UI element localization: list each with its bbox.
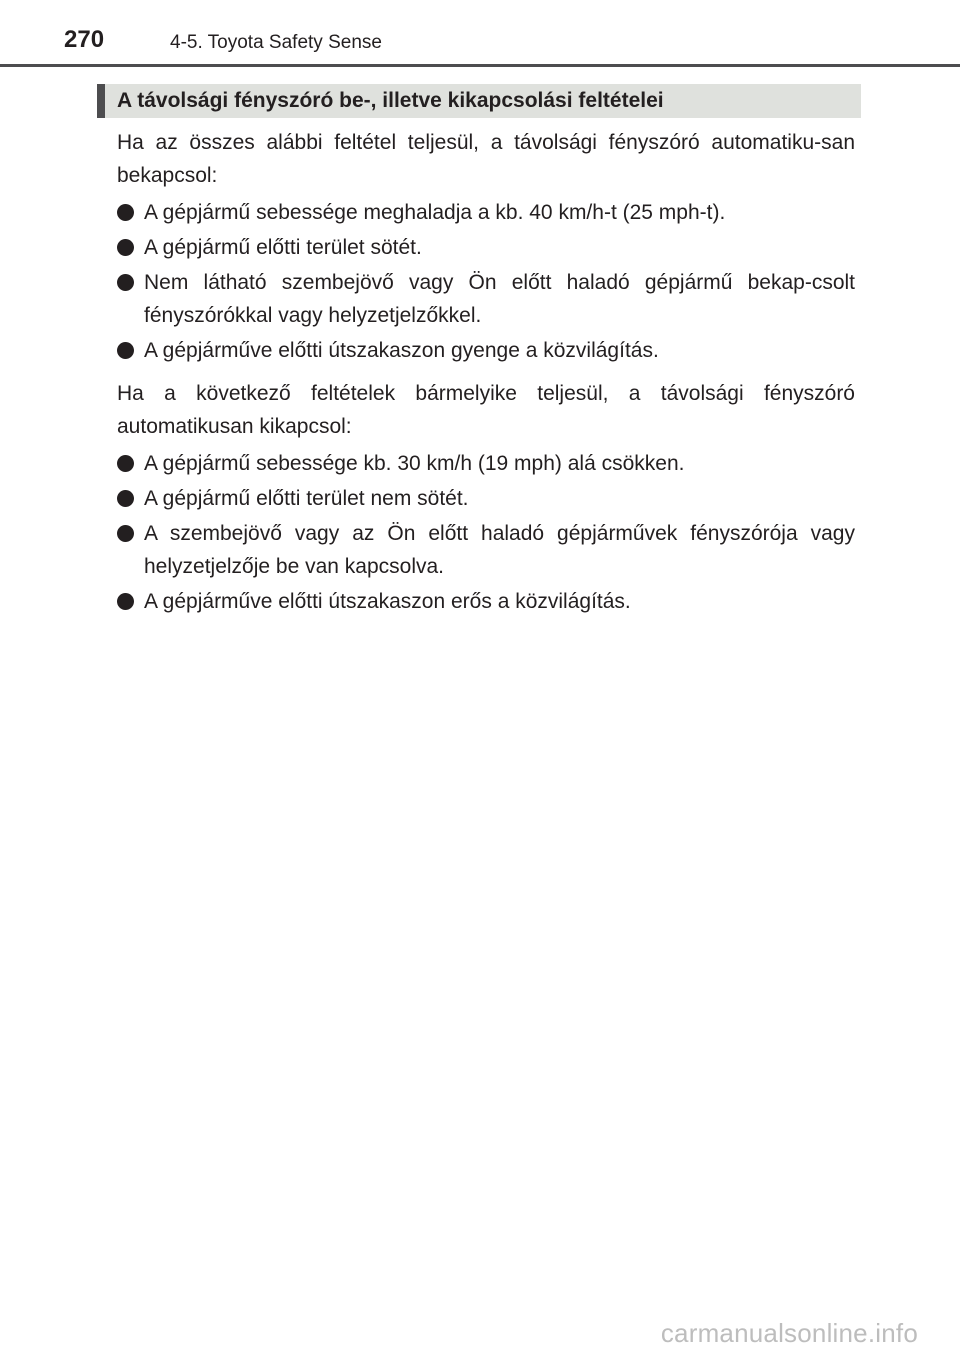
list-item: [117, 231, 855, 264]
header-divider: [0, 64, 960, 67]
list-item-text: Nem látható szembejövő vagy Ön előtt haladó gépjármű bekap-csolt fényszórókkal vagy helyzetjelzőkkel.: [144, 271, 855, 327]
list-item-text: A gépjárműve előtti útszakaszon gyenge a közvilágítás.: [144, 339, 659, 362]
list-item: [117, 447, 855, 480]
bullet-icon: [117, 585, 144, 618]
content-body: [117, 126, 855, 620]
on-conditions-list: [117, 196, 855, 367]
bullet-icon: [117, 517, 144, 550]
off-conditions-list: [117, 447, 855, 618]
bullet-icon: [117, 266, 144, 299]
bullet-icon: [117, 482, 144, 515]
page-number: 270: [64, 26, 105, 53]
bullet-icon: [117, 196, 144, 229]
list-item: [117, 482, 855, 515]
off-conditions-intro: Ha a következő feltételek bármelyike teljesül, a távolsági fényszóró automatikusan kikapcsol:: [117, 382, 855, 438]
list-item-text: A gépjármű sebessége kb. 30 km/h (19 mph) alá csökken.: [144, 452, 685, 475]
list-item-text: A gépjármű előtti terület sötét.: [144, 236, 422, 259]
on-conditions-intro: Ha az összes alábbi feltétel teljesül, a távolsági fényszóró automatiku-san bekapcsol:: [117, 131, 855, 187]
subheading: A távolsági fényszóró be-, illetve kikapcsolási feltételei: [97, 84, 861, 118]
list-item-text: A gépjármű előtti terület nem sötét.: [144, 487, 469, 510]
list-item-text: A gépjárműve előtti útszakaszon erős a közvilágítás.: [144, 590, 631, 613]
page-header: [0, 0, 960, 64]
list-item: [117, 334, 855, 367]
list-item: [117, 585, 855, 618]
bullet-icon: [117, 447, 144, 480]
list-item-text: A gépjármű sebessége meghaladja a kb. 40 km/h-t (25 mph-t).: [144, 201, 726, 224]
watermark: carmanualsonline.info: [660, 1318, 918, 1348]
list-item: [117, 196, 855, 229]
bullet-icon: [117, 334, 144, 367]
list-item-text: A szembejövő vagy az Ön előtt haladó gépjárművek fényszórója vagy helyzetjelzője be van kapcsolva.: [144, 522, 855, 578]
list-item: [117, 517, 855, 583]
list-item: [117, 266, 855, 332]
section-title: 4-5. Toyota Safety Sense: [170, 32, 382, 53]
bullet-icon: [117, 231, 144, 264]
